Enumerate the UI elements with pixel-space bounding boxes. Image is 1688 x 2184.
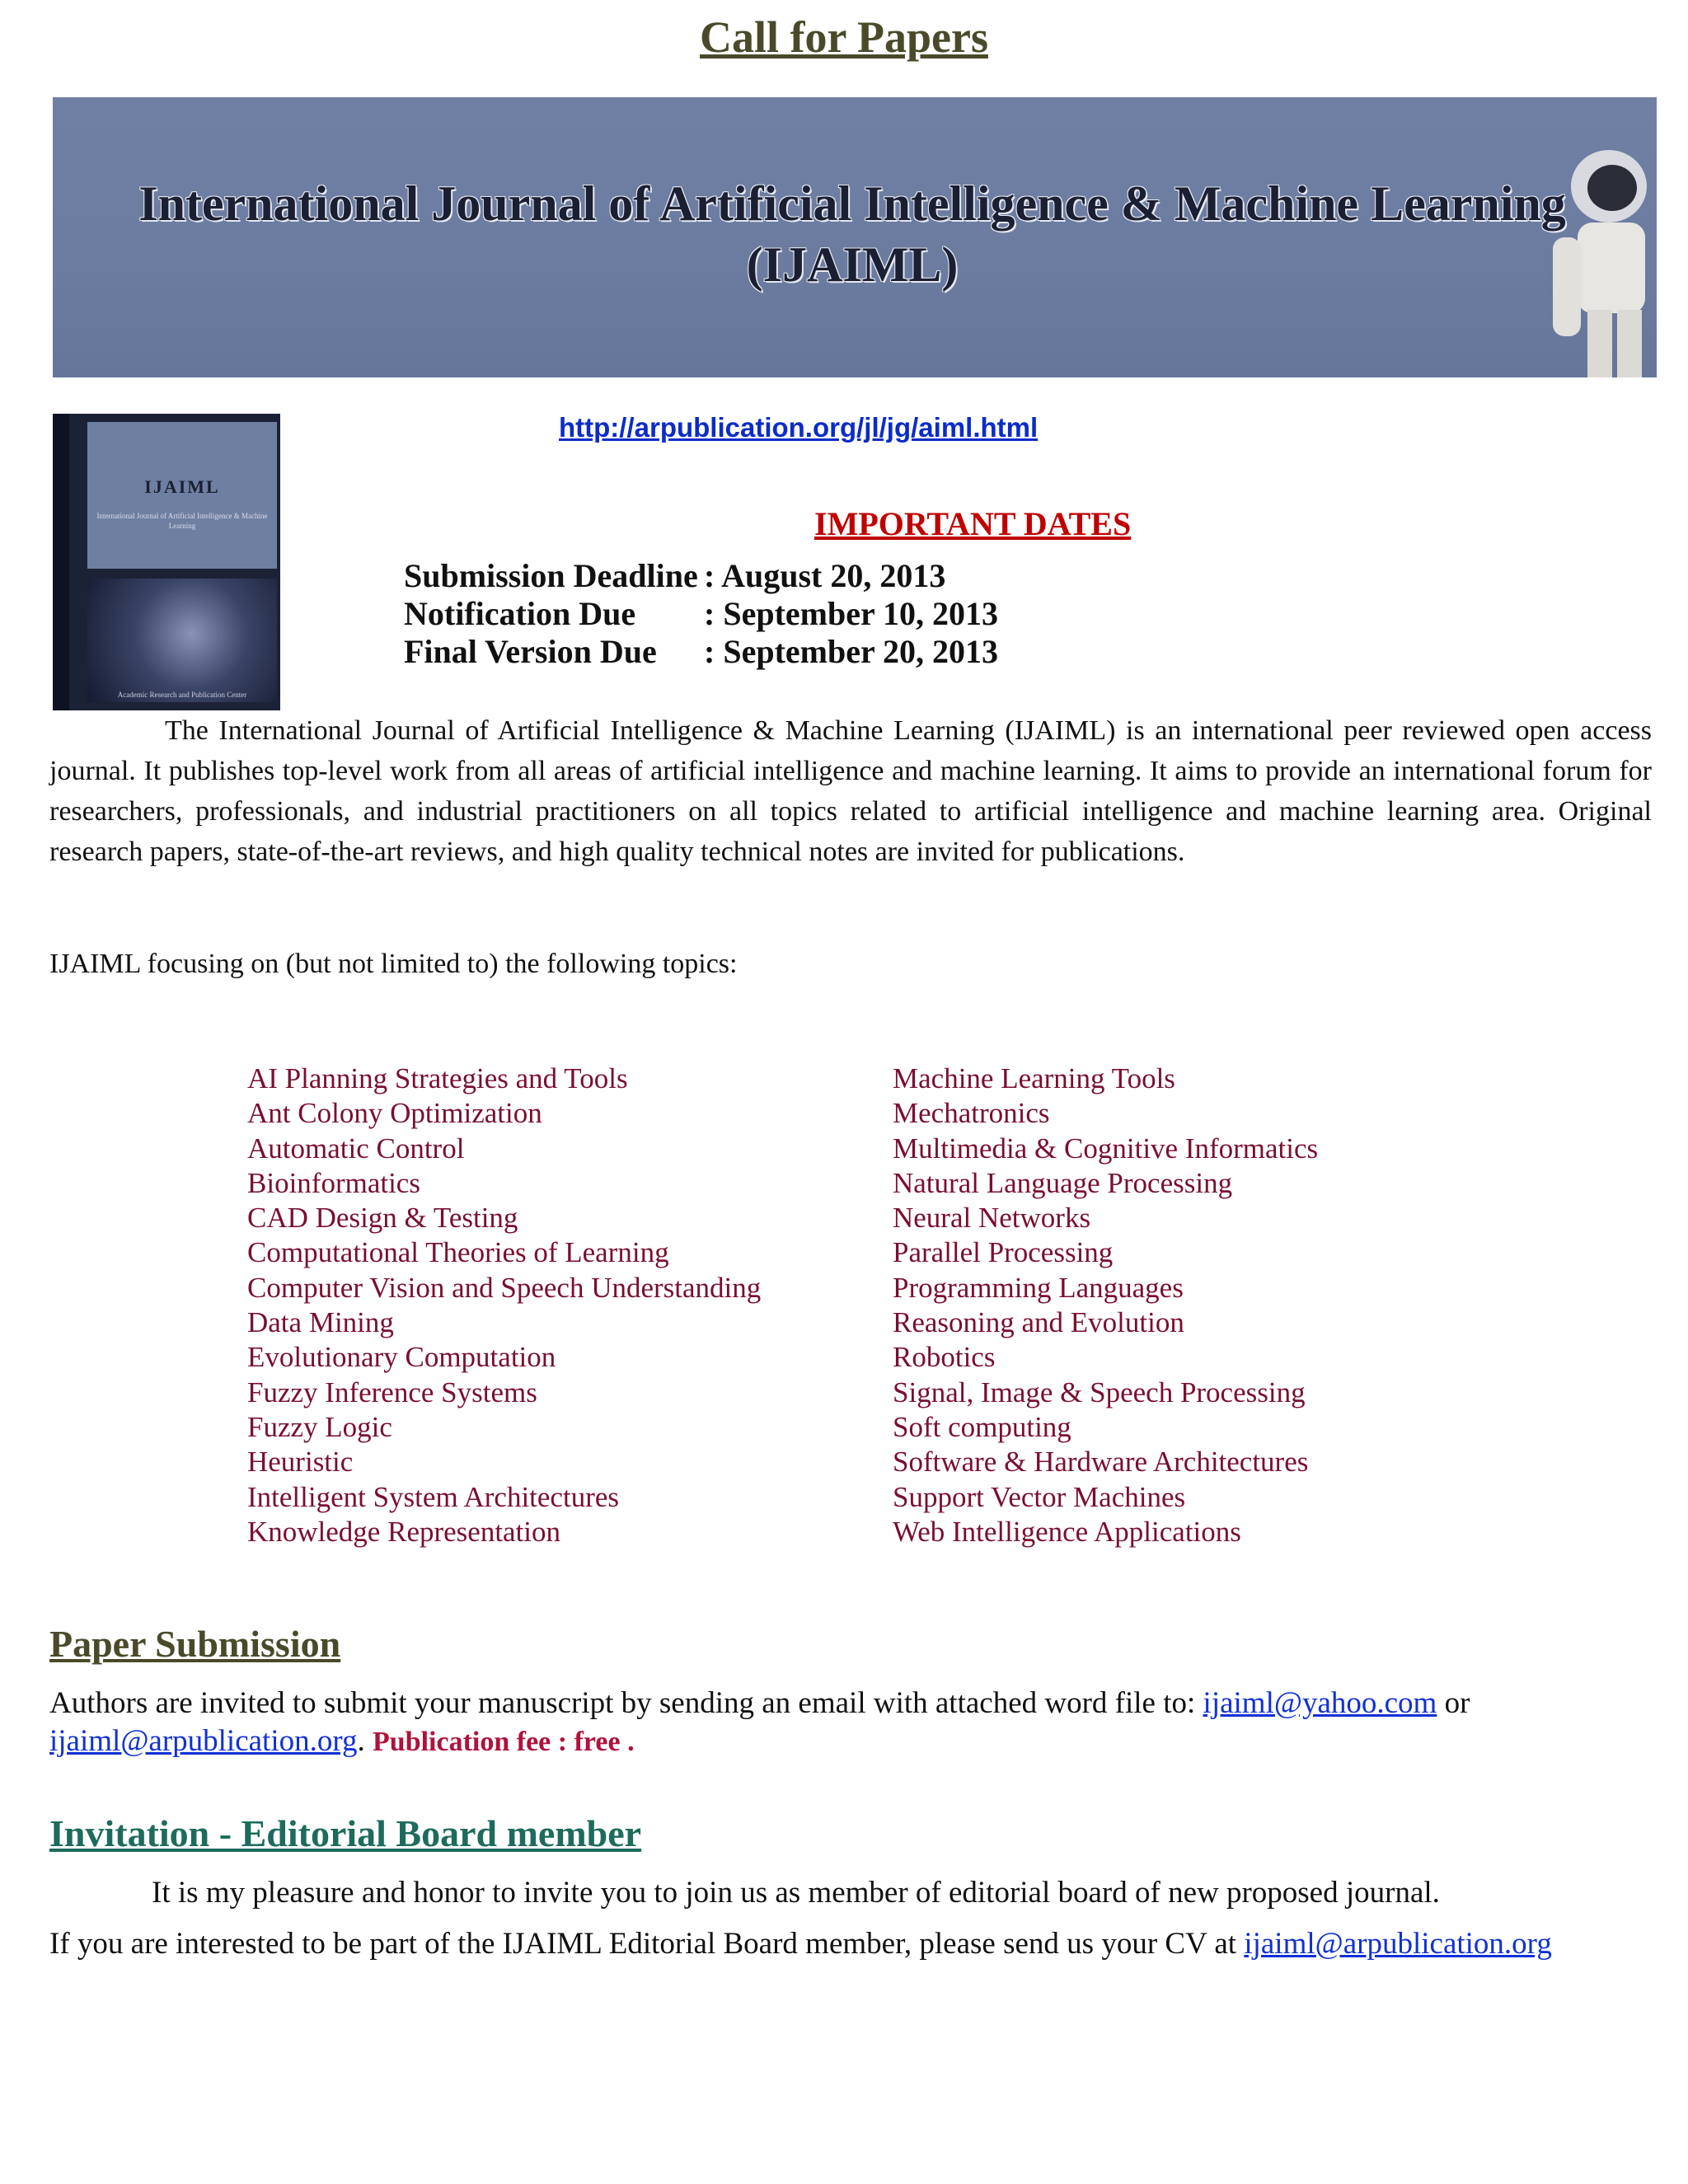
intro-paragraph: The International Journal of Artificial Intelligence & Machine Learning (IJAIML) is an international peer reviewed open access journal. It publishes top-level work from all areas of artificial intelligence and machine learning. It aims to provide an international forum for researchers, professionals, and industrial practitioners on all topics related to artificial intelligence and machine learning area. Original research papers, state-of-the-art reviews, and high quality technical notes are invited for publications.: [49, 715, 1652, 867]
topic-item: Support Vector Machines: [893, 1480, 1186, 1513]
journal-banner: [53, 97, 1657, 377]
cover-spine: [53, 414, 69, 710]
email-link-cv[interactable]: ijaiml@arpublication.org: [1244, 1927, 1552, 1961]
topic-item: Robotics: [893, 1341, 996, 1374]
page-title: Call for Papers: [700, 12, 988, 62]
invitation-cv-text: If you are interested to be part of the IJAIML Editorial Board member, please send us your CV at: [49, 1927, 1245, 1961]
topic-item: Evolutionary Computation: [247, 1341, 556, 1374]
date-row: [404, 595, 998, 633]
topic-item: AI Planning Strategies and Tools: [247, 1062, 628, 1094]
date-label: Notification Due: [404, 595, 636, 632]
date-value: : September 10, 2013: [704, 595, 998, 632]
topic-item: Heuristic: [247, 1446, 354, 1479]
topic-item: Soft computing: [893, 1410, 1071, 1443]
cover-image: [87, 579, 277, 702]
date-value: : August 20, 2013: [704, 557, 946, 594]
paper-submission-text: [49, 1685, 1657, 1761]
topic-item: Reasoning and Evolution: [893, 1306, 1184, 1339]
cover-subtitle: International Journal of Artificial Intelligence & Machine Learning: [96, 512, 268, 530]
topic-item: Fuzzy Inference Systems: [247, 1376, 537, 1408]
topics-list-left: [247, 1062, 761, 1549]
topic-item: Intelligent System Architectures: [247, 1480, 620, 1513]
submission-instructions: Authors are invited to submit your manuscript by sending an email with attached word file to:: [49, 1686, 1203, 1720]
topic-item: Bioinformatics: [247, 1166, 420, 1199]
robot-illustration: [1541, 147, 1657, 377]
topic-item: CAD Design & Testing: [247, 1202, 518, 1235]
topic-item: Programming Languages: [893, 1271, 1184, 1304]
topic-item: Knowledge Representation: [247, 1515, 561, 1548]
date-row: [404, 633, 998, 671]
topic-item: Web Intelligence Applications: [893, 1515, 1241, 1548]
journal-cover-thumbnail: [53, 414, 280, 710]
topic-item: Automatic Control: [247, 1132, 465, 1165]
date-value: : September 20, 2013: [704, 633, 998, 670]
topic-item: Natural Language Processing: [893, 1166, 1233, 1199]
banner-journal-name: International Journal of Artificial Intelligence & Machine Learning (IJAIML): [138, 176, 1566, 292]
topic-item: Mechatronics: [893, 1097, 1050, 1130]
period-text: .: [357, 1724, 373, 1758]
topic-item: Machine Learning Tools: [893, 1062, 1175, 1094]
invitation-line-2: [49, 1925, 1657, 1963]
or-text: or: [1437, 1686, 1470, 1720]
topics-list-right: [893, 1062, 1318, 1549]
important-dates-heading: IMPORTANT DATES: [814, 505, 1132, 542]
invitation-heading: Invitation - Editorial Board member: [49, 1812, 642, 1854]
email-link-arpublication[interactable]: ijaiml@arpublication.org: [49, 1724, 358, 1758]
topic-item: Ant Colony Optimization: [247, 1097, 542, 1130]
topic-item: Multimedia & Cognitive Informatics: [893, 1132, 1319, 1165]
topic-item: Parallel Processing: [893, 1236, 1114, 1269]
topics-intro-line: IJAIML focusing on (but not limited to) the following topics:: [49, 949, 738, 979]
email-link-yahoo[interactable]: ijaiml@yahoo.com: [1203, 1686, 1437, 1720]
date-label: Submission Deadline: [404, 557, 698, 594]
topic-item: Neural Networks: [893, 1202, 1091, 1235]
publication-fee: Publication fee : free .: [373, 1727, 635, 1757]
topic-item: Software & Hardware Architectures: [893, 1446, 1309, 1479]
invitation-line-1: It is my pleasure and honor to invite you to join us as member of editorial board of new proposed journal.: [152, 1876, 1440, 1910]
cover-header: [87, 422, 277, 569]
journal-url-link[interactable]: http://arpublication.org/jl/jg/aiml.html: [559, 412, 1039, 443]
topic-item: Signal, Image & Speech Processing: [893, 1376, 1306, 1408]
topic-item: Computer Vision and Speech Understanding: [247, 1271, 762, 1304]
topic-item: Fuzzy Logic: [247, 1410, 392, 1443]
paper-submission-heading: Paper Submission: [49, 1623, 341, 1665]
date-label: Final Version Due: [404, 633, 657, 670]
topic-item: Computational Theories of Learning: [247, 1236, 669, 1269]
cover-publisher: Academic Research and Publication Center: [117, 691, 247, 699]
date-row: [404, 557, 998, 595]
topic-item: Data Mining: [247, 1306, 394, 1339]
cover-abbr: IJAIML: [144, 476, 220, 497]
important-dates-list: [404, 557, 998, 671]
